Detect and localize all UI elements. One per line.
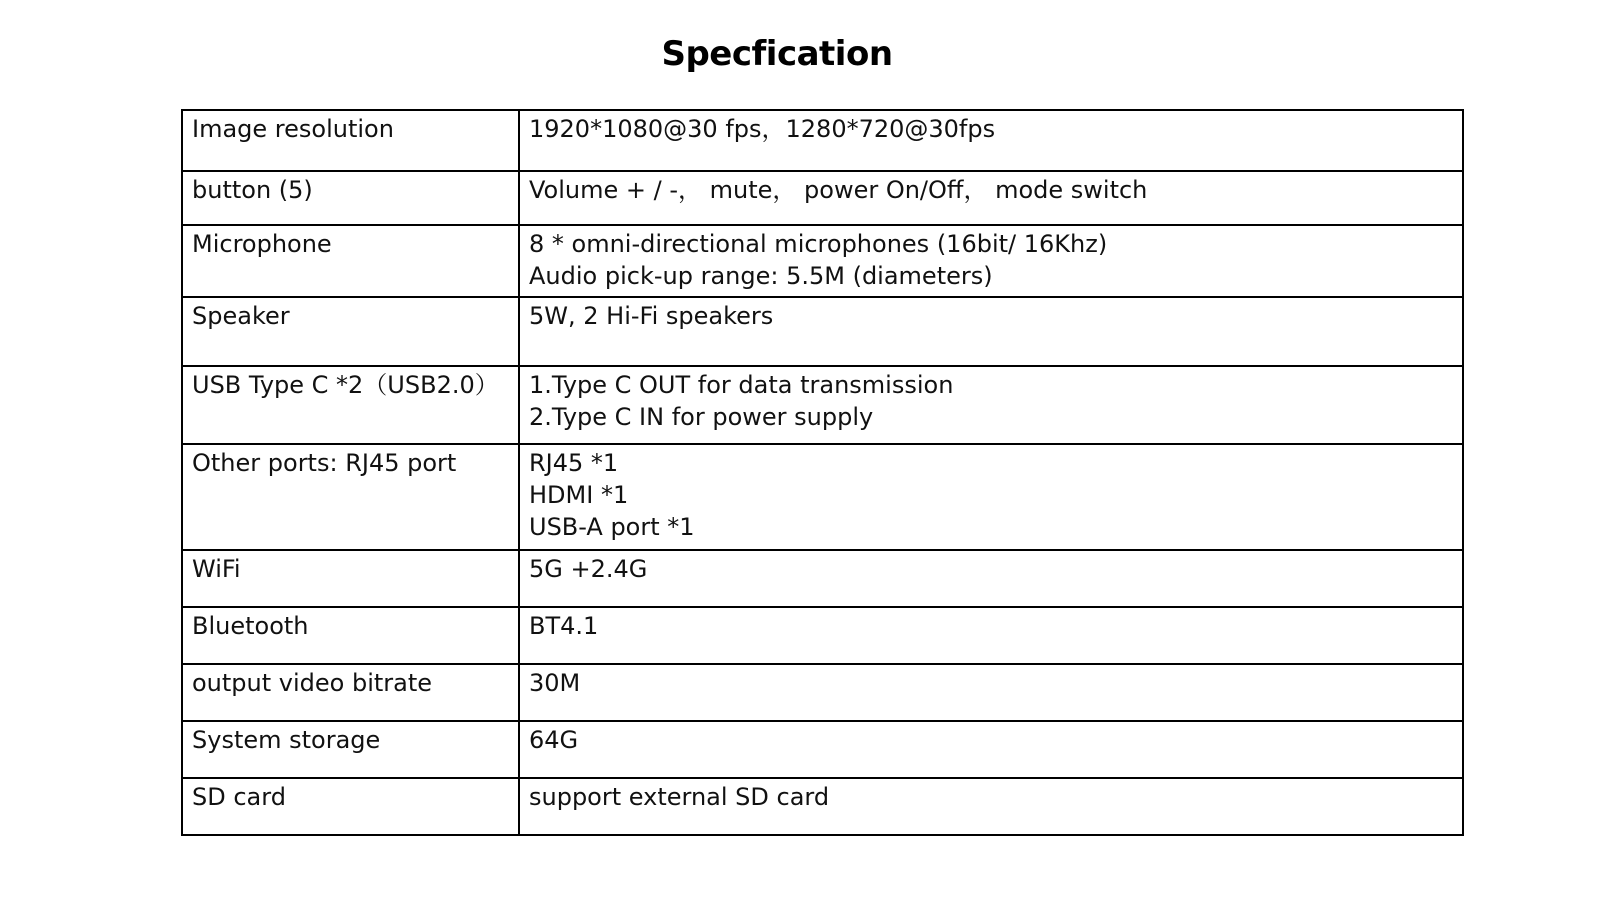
spec-value-line: 64G [529, 726, 579, 754]
spec-value-line: 5W, 2 Hi-Fi speakers [529, 302, 774, 330]
spec-value [519, 225, 1463, 297]
spec-value [519, 366, 1463, 444]
spec-value [519, 550, 1463, 607]
spec-value-line: 30M [529, 669, 581, 697]
spec-value-line: 8 * omni-directional microphones (16bit/ 16Khz) [529, 230, 1108, 258]
table-row [182, 225, 1463, 297]
table-row [182, 110, 1463, 171]
spec-value-line: RJ45 *1 [529, 449, 619, 477]
spec-value-line: USB-A port *1 [529, 513, 695, 541]
table-row [182, 778, 1463, 835]
spec-value [519, 297, 1463, 366]
spec-value-line: BT4.1 [529, 612, 599, 640]
spec-value [519, 110, 1463, 171]
spec-value-line: support external SD card [529, 783, 830, 811]
table-row [182, 664, 1463, 721]
table-row [182, 366, 1463, 444]
page-title: Specfication [661, 34, 893, 74]
spec-label: button (5) [182, 171, 519, 225]
spec-value [519, 607, 1463, 664]
spec-label: Image resolution [182, 110, 519, 171]
spec-label: WiFi [182, 550, 519, 607]
spec-value [519, 664, 1463, 721]
spec-label: System storage [182, 721, 519, 778]
spec-label: Speaker [182, 297, 519, 366]
spec-value [519, 778, 1463, 835]
table-row [182, 297, 1463, 366]
spec-value [519, 444, 1463, 550]
table-row [182, 444, 1463, 550]
spec-value-line: 1920*1080@30 fps，1280*720@30fps [529, 115, 996, 143]
table-row [182, 550, 1463, 607]
table-row [182, 171, 1463, 225]
spec-label: output video bitrate [182, 664, 519, 721]
table-row [182, 607, 1463, 664]
spec-value-line: 5G +2.4G [529, 555, 648, 583]
spec-value-line: Audio pick-up range: 5.5M (diameters) [529, 262, 993, 290]
spec-label: USB Type C *2（USB2.0） [182, 366, 519, 444]
spec-value [519, 171, 1463, 225]
spec-label: SD card [182, 778, 519, 835]
spec-label: Microphone [182, 225, 519, 297]
table-row [182, 721, 1463, 778]
spec-value-line: 2.Type C IN for power supply [529, 403, 874, 431]
spec-value-line: Volume + / -， mute， power On/Off， mode switch [529, 176, 1148, 204]
spec-label: Bluetooth [182, 607, 519, 664]
spec-value-line: HDMI *1 [529, 481, 629, 509]
spec-value [519, 721, 1463, 778]
spec-table [181, 109, 1464, 836]
spec-value-line: 1.Type C OUT for data transmission [529, 371, 954, 399]
spec-label: Other ports: RJ45 port [182, 444, 519, 550]
